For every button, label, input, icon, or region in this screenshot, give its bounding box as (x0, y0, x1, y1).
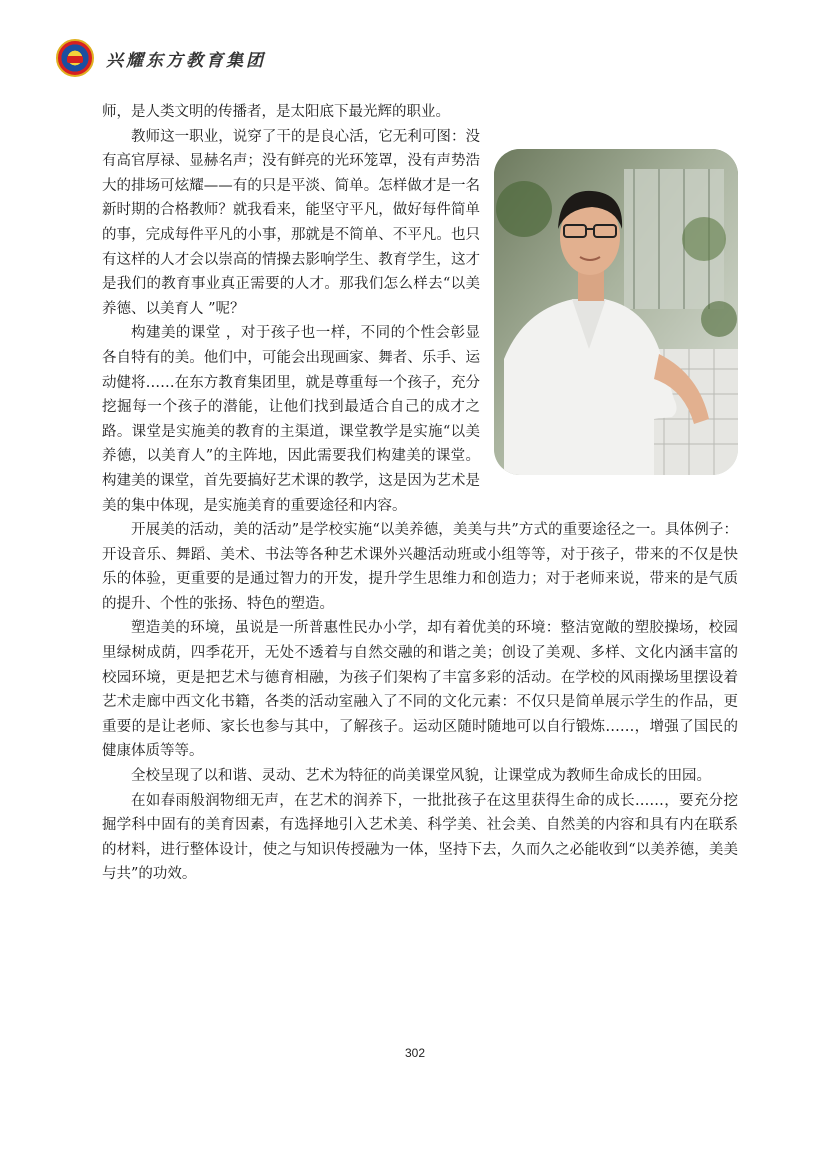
brand-name: 兴耀东方教育集团 (106, 50, 266, 71)
paragraph-4: 塑造美的环境，虽说是一所普惠性民办小学，却有着优美的环境：整洁宽敞的塑胶操场，校园里绿树成荫，四季花开，无处不透着与自然交融的和谐之美；创设了美观、多样、文化内涵丰富的校园环境，更是把艺术与德育相融，为孩子们架构了丰富多彩的活动。在学校的风雨操场里摆设着艺术走廊中西文化书籍，各类的活动室融入了不同的文化元素：不仅只是简单展示学生的作品，更重要的是让老师、家长也参与其中，了解孩子。运动区随时随地可以自行锻炼……，增强了国民的健康体质等等。 (102, 620, 738, 760)
paragraph-0: 师，是人类文明的传播者，是太阳底下最光辉的职业。 (102, 104, 450, 120)
paragraph-1: 教师这一职业，说穿了干的是良心活，它无利可图：没有高官厚禄、显赫名声；没有鲜亮的光环笼罩，没有声势浩大的排场可炫耀——有的只是平淡、简单。怎样做才是一名新时期的合格教师？就我看来，能坚守平凡，做好每件简单的事，完成每件平凡的小事，那就是不简单、不平凡。也只有这样的人才会以崇高的情操去影响学生、教育学生，这才是我们的教育事业真正需要的人才。那我们怎么样去“以美养德、以美育人 ”呢？ (102, 128, 480, 317)
paragraph-3: 开展美的活动，美的活动”是学校实施“以美养德，美美与共”方式的重要途径之一。具体例子：开设音乐、舞蹈、美术、书法等各种艺术课外兴趣活动班或小组等等，对于孩子，带来的不仅是快乐的体验，更重要的是通过智力的开发，提升学生思维力和创造力；对于老师来说，带来的是气质的提升、个性的张扬、特色的塑造。 (102, 522, 738, 612)
paragraph-2: 构建美的课堂 ，对于孩子也一样，不同的个性会彰显各自特有的美。他们中，可能会出现画家、舞者、乐手、运动健将……在东方教育集团里，就是尊重每一个孩子，充分挖掘每一个孩子的潜能，让他们找到最适合自己的成才之路。课堂是实施美的教育的主渠道，课堂教学是实施“以美养德，以美育人”的主阵地，因此需要我们构建美的课堂。构建美的课堂，首先要搞好艺术课的教学，这是因为艺术是美的集中体现，是实施美育的重要途径和内容。 (102, 325, 480, 514)
paragraph-6: 在如春雨般润物细无声，在艺术的润养下，一批批孩子在这里获得生命的成长……，要充分挖掘学科中固有的美育因素，有选择地引入艺术美、科学美、社会美、自然美的内容和具有内在联系的材料，进行整体设计，使之与知识传授融为一体，坚持下去，久而久之必能收到“以美养德，美美与共”的功效。 (102, 792, 738, 883)
paragraph-5: 全校呈现了以和谐、灵动、艺术为特征的尚美课堂风貌，让课堂成为教师生命成长的田园。 (131, 768, 711, 785)
teacher-portrait-photo (494, 149, 738, 475)
school-emblem-icon (56, 39, 94, 77)
page-number: 302 (404, 1046, 426, 1060)
page-header (56, 38, 266, 78)
article-body (102, 100, 738, 887)
